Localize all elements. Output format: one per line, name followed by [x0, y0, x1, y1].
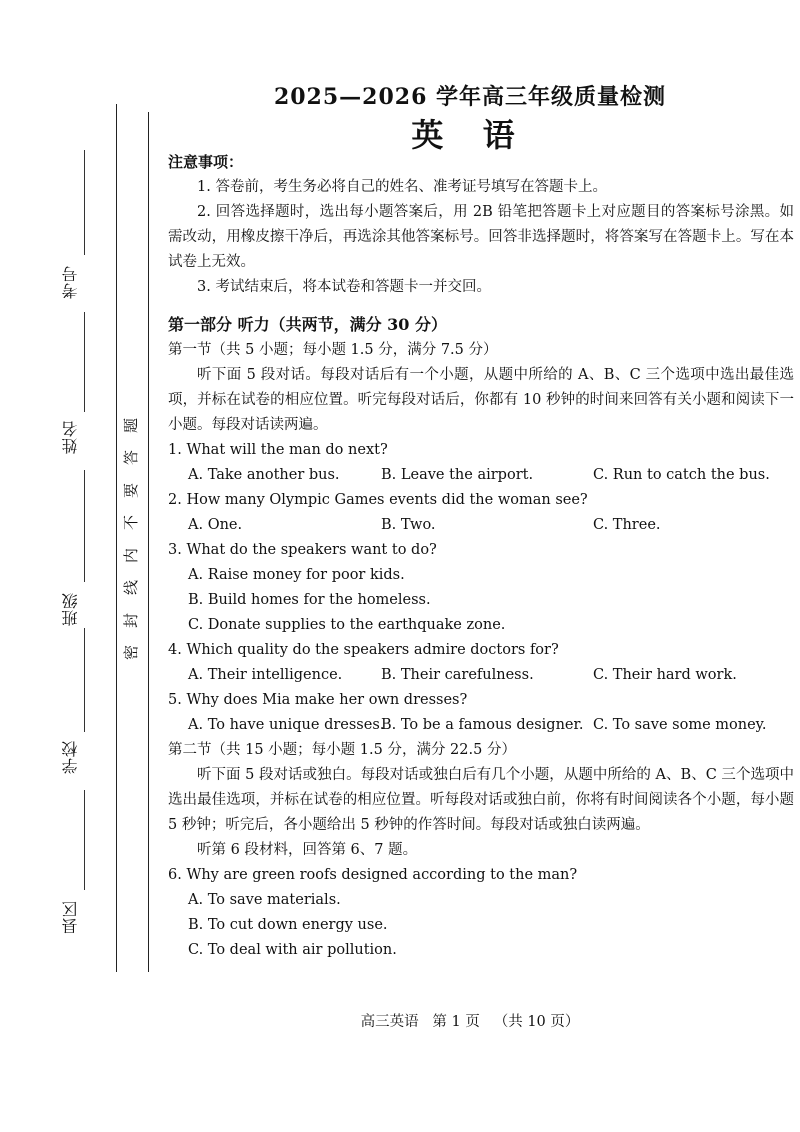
option-a[interactable]: A. To have unique dresses. [188, 717, 385, 733]
question-stem: 5. Why does Mia make her own dresses? [168, 692, 468, 708]
sidebar-field-underline [84, 790, 85, 890]
notice-item: 2. 回答选择题时，选出每小题答案后，用 2B 铅笔把答题卡上对应题目的答案标号涂黑。如需改动，用橡皮擦干净后，再选涂其他答案标号。回答非选择题时，将答案写在答题卡上。写在本试卷上无效。 [168, 204, 794, 270]
sidebar-field-underline [84, 628, 85, 732]
seal-char: 不 [122, 515, 141, 531]
option-a[interactable]: A. Take another bus. [188, 467, 340, 483]
question-4 [168, 638, 794, 688]
option-a[interactable]: A. To save materials. [188, 892, 341, 908]
section2-instructions: 听下面 5 段对话或独白。每段对话或独白后有几个小题，从题中所给的 A、B、C 三个选项中选出最佳选项，并标在试卷的相应位置。听每段对话或独白前，你将有时间阅读各个小题，每小题 5 秒钟；听完后，各小题给出 5 秒钟的作答时间。每段对话或独白读两遍。 [168, 767, 794, 833]
question-options [168, 513, 794, 538]
seal-char: 要 [122, 482, 141, 498]
question-2 [168, 488, 794, 538]
material-note: 听第 6 段材料，回答第 6、7 题。 [197, 842, 418, 858]
seal-char: 封 [122, 612, 141, 628]
exam-content [168, 150, 794, 963]
option-b[interactable]: B. To cut down energy use. [188, 917, 388, 933]
binding-line-right [148, 112, 149, 972]
sidebar-field-label: 姓名 [61, 420, 80, 454]
question-options [168, 463, 794, 488]
option-c[interactable]: C. Donate supplies to the earthquake zone. [188, 617, 506, 633]
option-c[interactable]: C. Three. [593, 517, 661, 533]
section2-heading: 第二节（共 15 小题；每小题 1.5 分，满分 22.5 分） [168, 742, 516, 758]
option-a[interactable]: A. Their intelligence. [188, 667, 343, 683]
option-c[interactable]: C. To save some money. [593, 717, 767, 733]
option-c[interactable]: C. Run to catch the bus. [593, 467, 770, 483]
subject-title: 英 语 [411, 116, 529, 154]
sidebar-field-label: 考号 [61, 265, 80, 299]
sidebar-field-underline [84, 312, 85, 412]
exam-title: 2025—2026 学年高三年级质量检测 [273, 84, 667, 110]
question-options [168, 713, 794, 738]
seal-char: 线 [122, 580, 141, 596]
question-stem: 6. Why are green roofs designed according to the man? [168, 867, 578, 883]
seal-line-notice [122, 418, 142, 660]
notice-item: 3. 考试结束后，将本试卷和答题卡一并交回。 [197, 279, 491, 295]
sidebar-field-underline [84, 470, 85, 582]
sidebar-field-label: 县区 [61, 900, 80, 934]
question-1 [168, 438, 794, 488]
question-3 [168, 538, 794, 638]
option-a[interactable]: A. One. [188, 517, 243, 533]
question-stem: 1. What will the man do next? [168, 442, 388, 458]
seal-char: 答 [122, 450, 141, 466]
question-stem: 2. How many Olympic Games events did the woman see? [168, 492, 588, 508]
question-stem: 4. Which quality do the speakers admire doctors for? [168, 642, 559, 658]
sidebar-field-label: 学校 [61, 740, 80, 774]
option-b[interactable]: B. Their carefulness. [381, 667, 534, 683]
notice-item: 1. 答卷前，考生务必将自己的姓名、准考证号填写在答题卡上。 [197, 179, 607, 195]
seal-char: 题 [122, 417, 141, 434]
option-a[interactable]: A. Raise money for poor kids. [188, 567, 405, 583]
option-b[interactable]: B. Build homes for the homeless. [188, 592, 431, 608]
seal-char: 密 [122, 644, 141, 660]
question-options [168, 663, 794, 688]
option-b[interactable]: B. To be a famous designer. [381, 717, 584, 733]
question-stem: 3. What do the speakers want to do? [168, 542, 437, 558]
option-b[interactable]: B. Two. [381, 517, 436, 533]
section1-instructions: 听下面 5 段对话。每段对话后有一个小题，从题中所给的 A、B、C 三个选项中选出最佳选项，并标在试卷的相应位置。听完每段对话后，你都有 10 秒钟的时间来回答有关小题和阅读下一小题。每段对话读两遍。 [168, 367, 794, 433]
page-footer: 高三英语 第 1 页 （共 10 页） [360, 1014, 580, 1030]
question-6 [168, 863, 794, 963]
sidebar-field-label: 班级 [61, 592, 80, 626]
option-c[interactable]: C. Their hard work. [593, 667, 737, 683]
question-5 [168, 688, 794, 738]
seal-char: 内 [122, 547, 141, 563]
option-c[interactable]: C. To deal with air pollution. [188, 942, 397, 958]
section1-heading: 第一节（共 5 小题；每小题 1.5 分，满分 7.5 分） [168, 342, 498, 358]
binding-line-left [116, 104, 117, 972]
sidebar-field-underline [84, 150, 85, 255]
part1-heading: 第一部分 听力（共两节，满分 30 分） [168, 315, 447, 334]
notice-heading: 注意事项： [168, 153, 244, 171]
option-b[interactable]: B. Leave the airport. [381, 467, 534, 483]
